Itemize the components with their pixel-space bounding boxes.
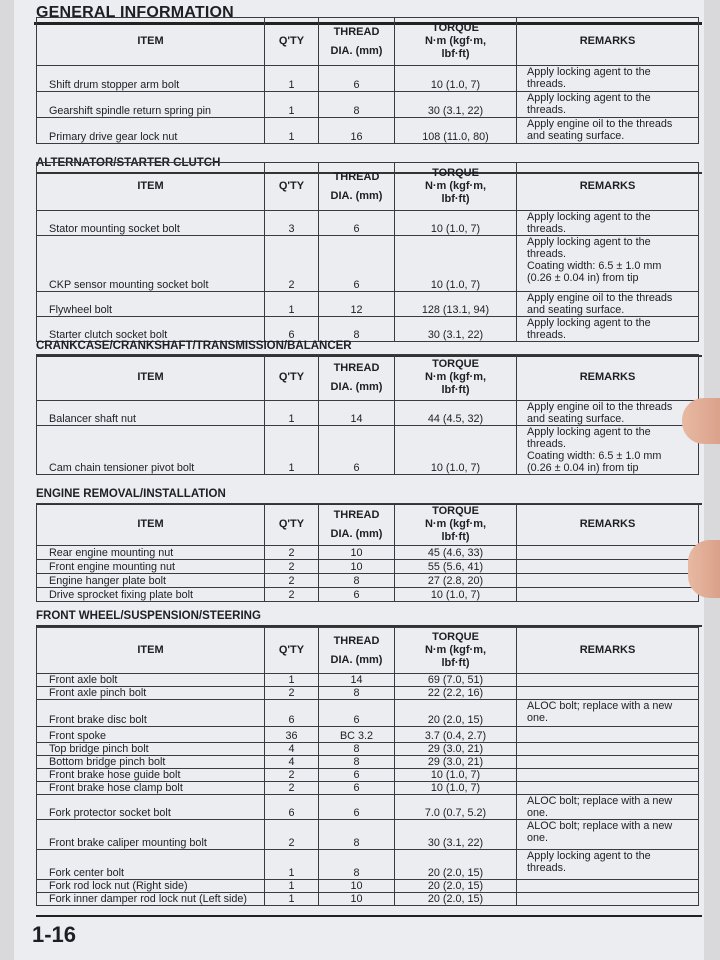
- header-remarks: [517, 355, 699, 401]
- thread-diameter: 6: [319, 588, 395, 602]
- table-row: [37, 560, 699, 574]
- torque-value: 22 (2.2, 16): [395, 687, 517, 700]
- remarks: [517, 118, 699, 144]
- header-row: [37, 163, 699, 211]
- remark-line: one.: [527, 807, 549, 819]
- quantity: 2: [265, 560, 319, 574]
- remarks: [517, 850, 699, 880]
- header-torque-line: lbf·ft): [441, 193, 470, 205]
- quantity: 2: [265, 769, 319, 782]
- header-torque-line: N·m (kgf·m,: [424, 35, 487, 47]
- remark-line: Apply locking agent to the: [527, 317, 651, 329]
- header-remarks-line: REMARKS: [579, 518, 636, 530]
- remark-line: and seating surface.: [527, 130, 625, 142]
- header-remarks-line: REMARKS: [579, 35, 636, 47]
- remarks: [517, 700, 699, 727]
- item-name: Cam chain tensioner pivot bolt: [37, 426, 265, 475]
- item-name: Front spoke: [37, 727, 265, 743]
- thread-diameter: 14: [319, 401, 395, 426]
- table-row: [37, 820, 699, 850]
- section-title: FRONT WHEEL/SUSPENSION/STEERING: [36, 610, 261, 622]
- header-row: [37, 628, 699, 674]
- quantity: 36: [265, 727, 319, 743]
- thread-diameter: 8: [319, 687, 395, 700]
- quantity: 2: [265, 687, 319, 700]
- torque-value: 10 (1.0, 7): [395, 588, 517, 602]
- remark-line: threads.: [527, 78, 567, 90]
- header-torque-line: lbf·ft): [441, 657, 470, 669]
- quantity: 1: [265, 893, 319, 906]
- torque-table: [36, 627, 699, 906]
- header-thread-dia-line: THREAD: [333, 170, 380, 183]
- thread-diameter: 6: [319, 66, 395, 92]
- item-name: Fork inner damper rod lock nut (Left side): [37, 893, 265, 906]
- table-row: [37, 574, 699, 588]
- quantity: 2: [265, 236, 319, 292]
- remark-line: ALOC bolt; replace with a new: [527, 700, 673, 712]
- torque-table: [36, 503, 699, 602]
- item-name: Fork center bolt: [37, 850, 265, 880]
- thread-diameter: 10: [319, 546, 395, 560]
- finger-thumb: [682, 398, 720, 444]
- torque-value: 10 (1.0, 7): [395, 66, 517, 92]
- item-name: Shift drum stopper arm bolt: [37, 66, 265, 92]
- thread-diameter: 6: [319, 795, 395, 820]
- torque-value: 108 (11.0, 80): [395, 118, 517, 144]
- thread-diameter: 8: [319, 850, 395, 880]
- header-torque-line: lbf·ft): [441, 384, 470, 396]
- torque-value: 44 (4.5, 32): [395, 401, 517, 426]
- remarks: [517, 588, 699, 602]
- thread-diameter: 6: [319, 769, 395, 782]
- table-row: [37, 401, 699, 426]
- remarks: [517, 893, 699, 906]
- item-name: Front brake hose clamp bolt: [37, 782, 265, 795]
- item-name: Starter clutch socket bolt: [37, 317, 265, 342]
- remarks: [517, 211, 699, 236]
- thread-diameter: 8: [319, 743, 395, 756]
- torque-value: 10 (1.0, 7): [395, 236, 517, 292]
- page-number: 1-16: [32, 922, 77, 947]
- manual-page: [14, 0, 704, 960]
- header-qty: [265, 163, 319, 211]
- header-row: [37, 504, 699, 546]
- section-title: ENGINE REMOVAL/INSTALLATION: [36, 488, 226, 500]
- table-row: [37, 66, 699, 92]
- item-name: Engine hanger plate bolt: [37, 574, 265, 588]
- torque-value: 69 (7.0, 51): [395, 674, 517, 687]
- table-row: [37, 426, 699, 475]
- header-thread-dia-line: DIA. (mm): [330, 44, 383, 57]
- torque-value: 29 (3.0, 21): [395, 756, 517, 769]
- remarks: [517, 292, 699, 317]
- remark-line: threads.: [527, 248, 567, 260]
- thread-diameter: 6: [319, 211, 395, 236]
- thread-diameter: 6: [319, 236, 395, 292]
- torque-value: 10 (1.0, 7): [395, 782, 517, 795]
- header-item: [37, 163, 265, 211]
- table-row: [37, 588, 699, 602]
- header-torque-line: lbf·ft): [441, 48, 470, 60]
- header-item-line: ITEM: [137, 35, 164, 47]
- remark-line: Coating width: 6.5 ± 1.0 mm: [527, 260, 662, 272]
- quantity: 1: [265, 674, 319, 687]
- header-thread-dia-line: DIA. (mm): [330, 380, 383, 393]
- header-thread-dia-line: DIA. (mm): [330, 189, 383, 202]
- thread-diameter: 8: [319, 574, 395, 588]
- header-remarks: [517, 628, 699, 674]
- header-torque: [395, 504, 517, 546]
- quantity: 1: [265, 92, 319, 118]
- header-thread-dia: [319, 504, 395, 546]
- remark-line: ALOC bolt; replace with a new: [527, 820, 673, 832]
- header-item: [37, 18, 265, 66]
- item-name: Front axle pinch bolt: [37, 687, 265, 700]
- header-torque-line: N·m (kgf·m,: [424, 518, 487, 530]
- item-name: Gearshift spindle return spring pin: [37, 92, 265, 118]
- header-remarks: [517, 504, 699, 546]
- thread-diameter: 8: [319, 820, 395, 850]
- header-torque-line: TORQUE: [432, 167, 479, 179]
- header-thread-dia: [319, 628, 395, 674]
- item-name: Flywheel bolt: [37, 292, 265, 317]
- item-name: Front axle bolt: [37, 674, 265, 687]
- quantity: 1: [265, 401, 319, 426]
- header-qty: [265, 18, 319, 66]
- quantity: 2: [265, 782, 319, 795]
- header-torque: [395, 163, 517, 211]
- header-thread-dia-line: DIA. (mm): [330, 653, 383, 666]
- header-torque: [395, 355, 517, 401]
- header-torque-line: TORQUE: [432, 631, 479, 643]
- torque-value: 20 (2.0, 15): [395, 880, 517, 893]
- remark-line: Apply locking agent to the: [527, 66, 651, 78]
- remark-line: ALOC bolt; replace with a new: [527, 795, 673, 807]
- torque-value: 30 (3.1, 22): [395, 317, 517, 342]
- header-thread-dia: [319, 18, 395, 66]
- thread-diameter: 10: [319, 893, 395, 906]
- item-name: Balancer shaft nut: [37, 401, 265, 426]
- torque-value: 20 (2.0, 15): [395, 850, 517, 880]
- item-name: Front brake caliper mounting bolt: [37, 820, 265, 850]
- header-item-line: ITEM: [137, 180, 164, 192]
- header-remarks-line: REMARKS: [579, 644, 636, 656]
- remark-line: Coating width: 6.5 ± 1.0 mm: [527, 450, 662, 462]
- item-name: Primary drive gear lock nut: [37, 118, 265, 144]
- quantity: 4: [265, 756, 319, 769]
- remarks: [517, 769, 699, 782]
- remark-line: Apply locking agent to the: [527, 211, 651, 223]
- table-row: [37, 795, 699, 820]
- header-torque-line: TORQUE: [432, 22, 479, 34]
- item-name: Fork rod lock nut (Right side): [37, 880, 265, 893]
- remarks: [517, 756, 699, 769]
- header-thread-dia-line: THREAD: [333, 634, 380, 647]
- thread-diameter: BC 3.2: [319, 727, 395, 743]
- remark-line: Apply locking agent to the: [527, 236, 651, 248]
- header-remarks: [517, 163, 699, 211]
- table-row: [37, 756, 699, 769]
- remarks: [517, 687, 699, 700]
- section-title: ALTERNATOR/STARTER CLUTCH: [36, 157, 221, 169]
- remark-line: Apply engine oil to the threads: [527, 118, 673, 130]
- table-row: [37, 674, 699, 687]
- remarks: [517, 820, 699, 850]
- header-qty: [265, 355, 319, 401]
- remarks: [517, 92, 699, 118]
- quantity: 1: [265, 850, 319, 880]
- quantity: 6: [265, 317, 319, 342]
- header-row: [37, 355, 699, 401]
- remark-line: (0.26 ± 0.04 in) from tip: [527, 272, 639, 284]
- remark-line: Apply engine oil to the threads: [527, 401, 673, 413]
- quantity: 1: [265, 426, 319, 475]
- quantity: 6: [265, 795, 319, 820]
- quantity: 1: [265, 292, 319, 317]
- remarks: [517, 674, 699, 687]
- header-torque-line: N·m (kgf·m,: [424, 644, 487, 656]
- quantity: 2: [265, 574, 319, 588]
- remarks: [517, 727, 699, 743]
- torque-value: 20 (2.0, 15): [395, 893, 517, 906]
- quantity: 2: [265, 820, 319, 850]
- header-thread-dia-line: DIA. (mm): [330, 527, 383, 540]
- header-remarks-line: REMARKS: [579, 180, 636, 192]
- remarks: [517, 743, 699, 756]
- table-row: [37, 880, 699, 893]
- thread-diameter: 6: [319, 426, 395, 475]
- thread-diameter: 12: [319, 292, 395, 317]
- torque-table: [36, 17, 699, 144]
- item-name: CKP sensor mounting socket bolt: [37, 236, 265, 292]
- item-name: Bottom bridge pinch bolt: [37, 756, 265, 769]
- remark-line: (0.26 ± 0.04 in) from tip: [527, 462, 639, 474]
- remarks: [517, 401, 699, 426]
- thread-diameter: 14: [319, 674, 395, 687]
- remark-line: threads.: [527, 329, 567, 341]
- table-row: [37, 292, 699, 317]
- remark-line: and seating surface.: [527, 413, 625, 425]
- header-qty-line: Q'TY: [278, 35, 305, 47]
- torque-table: [36, 354, 699, 475]
- header-torque-line: N·m (kgf·m,: [424, 371, 487, 383]
- header-qty: [265, 628, 319, 674]
- thread-diameter: 10: [319, 880, 395, 893]
- header-torque-line: TORQUE: [432, 505, 479, 517]
- remarks: [517, 546, 699, 560]
- remarks: [517, 66, 699, 92]
- quantity: 2: [265, 588, 319, 602]
- torque-value: 10 (1.0, 7): [395, 426, 517, 475]
- thread-diameter: 8: [319, 317, 395, 342]
- item-name: Drive sprocket fixing plate bolt: [37, 588, 265, 602]
- header-qty-line: Q'TY: [278, 371, 305, 383]
- remarks: [517, 236, 699, 292]
- remark-line: threads.: [527, 862, 567, 874]
- remarks: [517, 574, 699, 588]
- footer-rule: [36, 915, 702, 917]
- header-torque: [395, 18, 517, 66]
- thread-diameter: 10: [319, 560, 395, 574]
- header-torque-line: N·m (kgf·m,: [424, 180, 487, 192]
- header-qty: [265, 504, 319, 546]
- remark-line: Apply locking agent to the: [527, 426, 651, 438]
- header-thread-dia: [319, 355, 395, 401]
- torque-value: 10 (1.0, 7): [395, 769, 517, 782]
- remarks: [517, 426, 699, 475]
- item-name: Front engine mounting nut: [37, 560, 265, 574]
- table-row: [37, 769, 699, 782]
- remark-line: Apply locking agent to the: [527, 850, 651, 862]
- remark-line: one.: [527, 832, 549, 844]
- header-item-line: ITEM: [137, 371, 164, 383]
- section-title: CRANKCASE/CRANKSHAFT/TRANSMISSION/BALANCER: [36, 340, 352, 352]
- header-item: [37, 504, 265, 546]
- table-row: [37, 782, 699, 795]
- torque-value: 7.0 (0.7, 5.2): [395, 795, 517, 820]
- header-row: [37, 18, 699, 66]
- table-row: [37, 743, 699, 756]
- torque-value: 20 (2.0, 15): [395, 700, 517, 727]
- header-thread-dia-line: THREAD: [333, 25, 380, 38]
- remarks: [517, 795, 699, 820]
- table-row: [37, 118, 699, 144]
- header-item: [37, 355, 265, 401]
- remarks: [517, 880, 699, 893]
- header-torque-line: TORQUE: [432, 358, 479, 370]
- table-row: [37, 893, 699, 906]
- quantity: 4: [265, 743, 319, 756]
- table-row: [37, 546, 699, 560]
- quantity: 1: [265, 118, 319, 144]
- header-qty-line: Q'TY: [278, 180, 305, 192]
- table-row: [37, 727, 699, 743]
- header-torque: [395, 628, 517, 674]
- header-item-line: ITEM: [137, 518, 164, 530]
- finger-index: [688, 540, 720, 598]
- thread-diameter: 8: [319, 756, 395, 769]
- item-name: Front brake hose guide bolt: [37, 769, 265, 782]
- header-torque-line: lbf·ft): [441, 531, 470, 543]
- table-row: [37, 317, 699, 342]
- table-row: [37, 700, 699, 727]
- thread-diameter: 6: [319, 782, 395, 795]
- page-title: GENERAL INFORMATION: [36, 4, 234, 21]
- quantity: 3: [265, 211, 319, 236]
- torque-value: 27 (2.8, 20): [395, 574, 517, 588]
- item-name: Stator mounting socket bolt: [37, 211, 265, 236]
- quantity: 2: [265, 546, 319, 560]
- remarks: [517, 317, 699, 342]
- table-row: [37, 687, 699, 700]
- item-name: Front brake disc bolt: [37, 700, 265, 727]
- torque-value: 3.7 (0.4, 2.7): [395, 727, 517, 743]
- torque-value: 128 (13.1, 94): [395, 292, 517, 317]
- table-row: [37, 236, 699, 292]
- table-row: [37, 850, 699, 880]
- torque-value: 30 (3.1, 22): [395, 820, 517, 850]
- header-qty-line: Q'TY: [278, 644, 305, 656]
- item-name: Top bridge pinch bolt: [37, 743, 265, 756]
- header-item-line: ITEM: [137, 644, 164, 656]
- table-row: [37, 211, 699, 236]
- item-name: Fork protector socket bolt: [37, 795, 265, 820]
- quantity: 6: [265, 700, 319, 727]
- header-remarks-line: REMARKS: [579, 371, 636, 383]
- remark-line: threads.: [527, 104, 567, 116]
- remark-line: and seating surface.: [527, 304, 625, 316]
- quantity: 1: [265, 880, 319, 893]
- header-thread-dia-line: THREAD: [333, 508, 380, 521]
- torque-value: 10 (1.0, 7): [395, 211, 517, 236]
- remark-line: Apply engine oil to the threads: [527, 292, 673, 304]
- header-thread-dia-line: THREAD: [333, 361, 380, 374]
- remark-line: threads.: [527, 438, 567, 450]
- torque-value: 45 (4.6, 33): [395, 546, 517, 560]
- remark-line: one.: [527, 712, 549, 724]
- remark-line: threads.: [527, 223, 567, 235]
- thread-diameter: 8: [319, 92, 395, 118]
- torque-value: 29 (3.0, 21): [395, 743, 517, 756]
- header-thread-dia: [319, 163, 395, 211]
- quantity: 1: [265, 66, 319, 92]
- remark-line: Apply locking agent to the: [527, 92, 651, 104]
- thread-diameter: 6: [319, 700, 395, 727]
- torque-table: [36, 162, 699, 342]
- remarks: [517, 560, 699, 574]
- thread-diameter: 16: [319, 118, 395, 144]
- header-remarks: [517, 18, 699, 66]
- item-name: Rear engine mounting nut: [37, 546, 265, 560]
- header-item: [37, 628, 265, 674]
- torque-value: 30 (3.1, 22): [395, 92, 517, 118]
- torque-value: 55 (5.6, 41): [395, 560, 517, 574]
- table-row: [37, 92, 699, 118]
- header-qty-line: Q'TY: [278, 518, 305, 530]
- remarks: [517, 782, 699, 795]
